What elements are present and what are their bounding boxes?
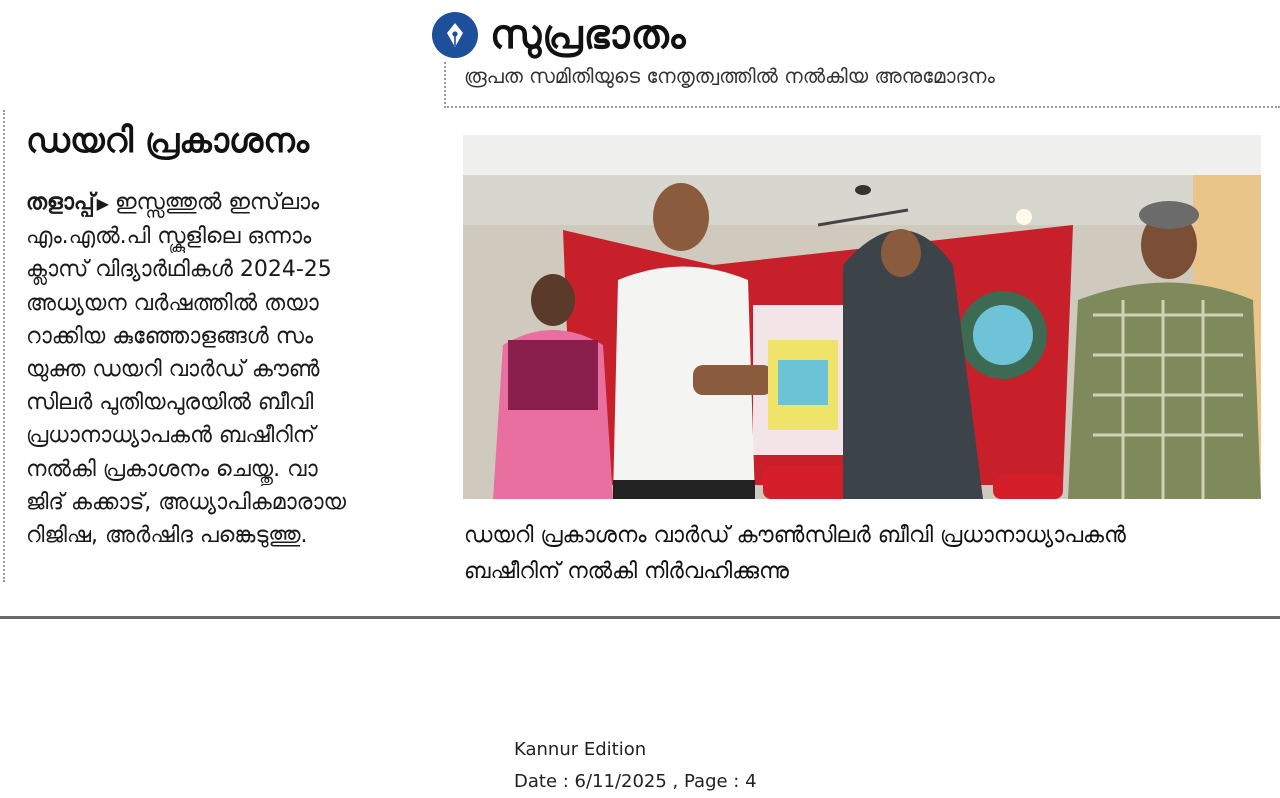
bottom-divider [0,616,1280,619]
edition-info [514,734,757,798]
article-line: ക്ലാസ് വിദ്യാർഥികൾ 2024-25 [26,257,332,283]
edition-date-page: Date : 6/11/2025 , Page : 4 [514,771,757,792]
article-line: റിജിഷ, അർഷിദ പങ്കെടുത്തു. [26,523,308,549]
caption-line: ബഷീറിന് നൽകി നിർവഹിക്കുന്നു [464,559,789,584]
dateline: തളാപ്പ് [26,190,95,215]
article-line: തളാപ്പ് ▶ ഇസ്സത്തുൽ ഇസ്‌ലാം [26,186,422,220]
article-headline: ഡയറി പ്രകാശനം [26,121,310,161]
arrow-right-icon: ▶ [96,194,109,213]
article-line: റാക്കിയ കുഞ്ഞോളങ്ങൾ സം [26,323,314,349]
article-body [26,186,422,552]
pen-nib-icon [432,12,478,58]
column-divider [3,110,5,582]
article-line: യുക്ത ഡയറി വാർഡ് കൗൺ [26,357,320,383]
masthead [432,4,687,66]
article-line: പ്രധാനാധ്യാപകൻ ബഷീറിന് [26,423,316,449]
article-line: നൽകി പ്രകാശനം ചെയ്തു. വാ [26,456,318,482]
adjacent-article-text: രൂപത സമിതിയുടെ നേതൃത്വത്തിൽ നൽകിയ അനുമോദനം [464,64,995,88]
masthead-title: സുപ്രഭാതം [490,12,687,58]
photo-caption [464,518,1264,590]
article-line: സിലർ പുതിയപുരയിൽ ബീവി [26,390,314,416]
photo-illustration [463,135,1261,499]
article-line: ജിദ് കക്കാട്, അധ്യാപികമാരായ [26,489,347,515]
adjacent-article-strip [444,62,1280,108]
caption-line: ഡയറി പ്രകാശനം വാർഡ് കൗൺസിലർ ബീവി പ്രധാനാധ്യാപകൻ [464,523,1126,548]
article-line: എം.എൽ.പി സ്കൂളിലെ ഒന്നാം [26,224,312,250]
news-photo [463,135,1261,499]
edition-name: Kannur Edition [514,739,647,760]
article-line: അധ്യയന വർഷത്തിൽ തയാ [26,290,319,316]
